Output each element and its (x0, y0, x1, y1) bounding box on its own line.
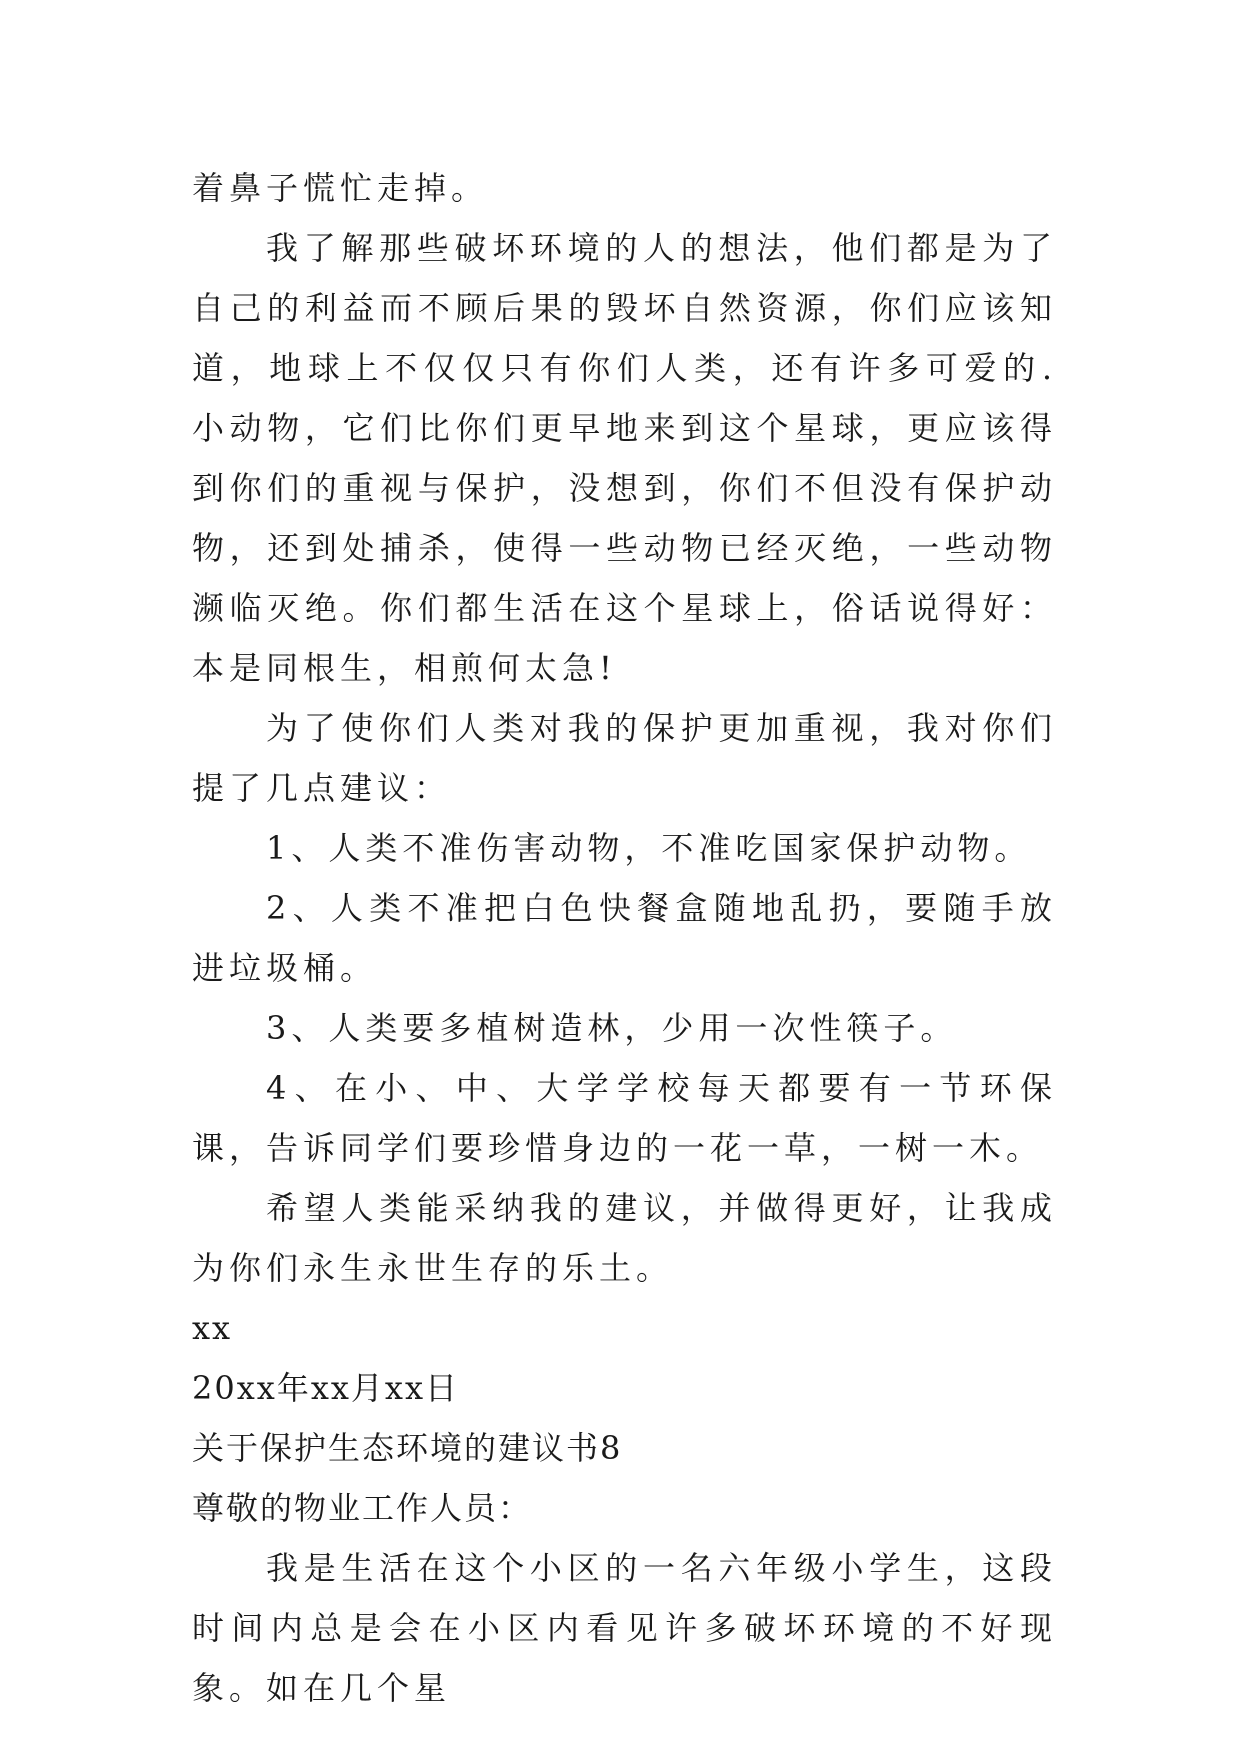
document-body (192, 158, 1057, 1718)
paragraph-thoughts: 我了解那些破坏环境的人的想法，他们都是为了自己的利益而不顾后果的毁坏自然资源，你们应该知道，地球上不仅仅只有你们人类，还有许多可爱的.小动物，它们比你们更早地来到这个星球，更应该得到你们的重视与保护，没想到，你们不但没有保护动物，还到处捕杀，使得一些动物已经灭绝，一些动物濒临灭绝。你们都生活在这个星球上，俗话说得好：本是同根生，相煎何太急! (192, 229, 1057, 687)
suggestion-item-2: 2、人类不准把白色快餐盒随地乱扔，要随手放进垃圾桶。 (192, 889, 1057, 987)
section-title: 关于保护生态环境的建议书8 (192, 1429, 623, 1467)
suggestion-item-3: 3、人类要多植树造林，少用一次性筷子。 (266, 1009, 958, 1047)
paragraph-hope: 希望人类能采纳我的建议，并做得更好，让我成为你们永生永世生存的乐土。 (192, 1189, 1057, 1287)
suggestion-item-4: 4、在小、中、大学学校每天都要有一节环保课，告诉同学们要珍惜身边的一花一草，一树一木。 (192, 1069, 1057, 1167)
signature: xx (192, 1309, 233, 1347)
paragraph-intro: 我是生活在这个小区的一名六年级小学生，这段时间内总是会在小区内看见许多破坏环境的不好现象。如在几个星 (192, 1549, 1057, 1707)
date-line: 20xx年xx月xx日 (192, 1369, 460, 1407)
paragraph-suggestions-intro: 为了使你们人类对我的保护更加重视，我对你们提了几点建议： (192, 709, 1057, 807)
suggestion-item-1: 1、人类不准伤害动物，不准吃国家保护动物。 (266, 829, 1032, 867)
paragraph-continued: 着鼻子慌忙走掉。 (192, 169, 489, 207)
salutation: 尊敬的物业工作人员： (192, 1489, 533, 1527)
